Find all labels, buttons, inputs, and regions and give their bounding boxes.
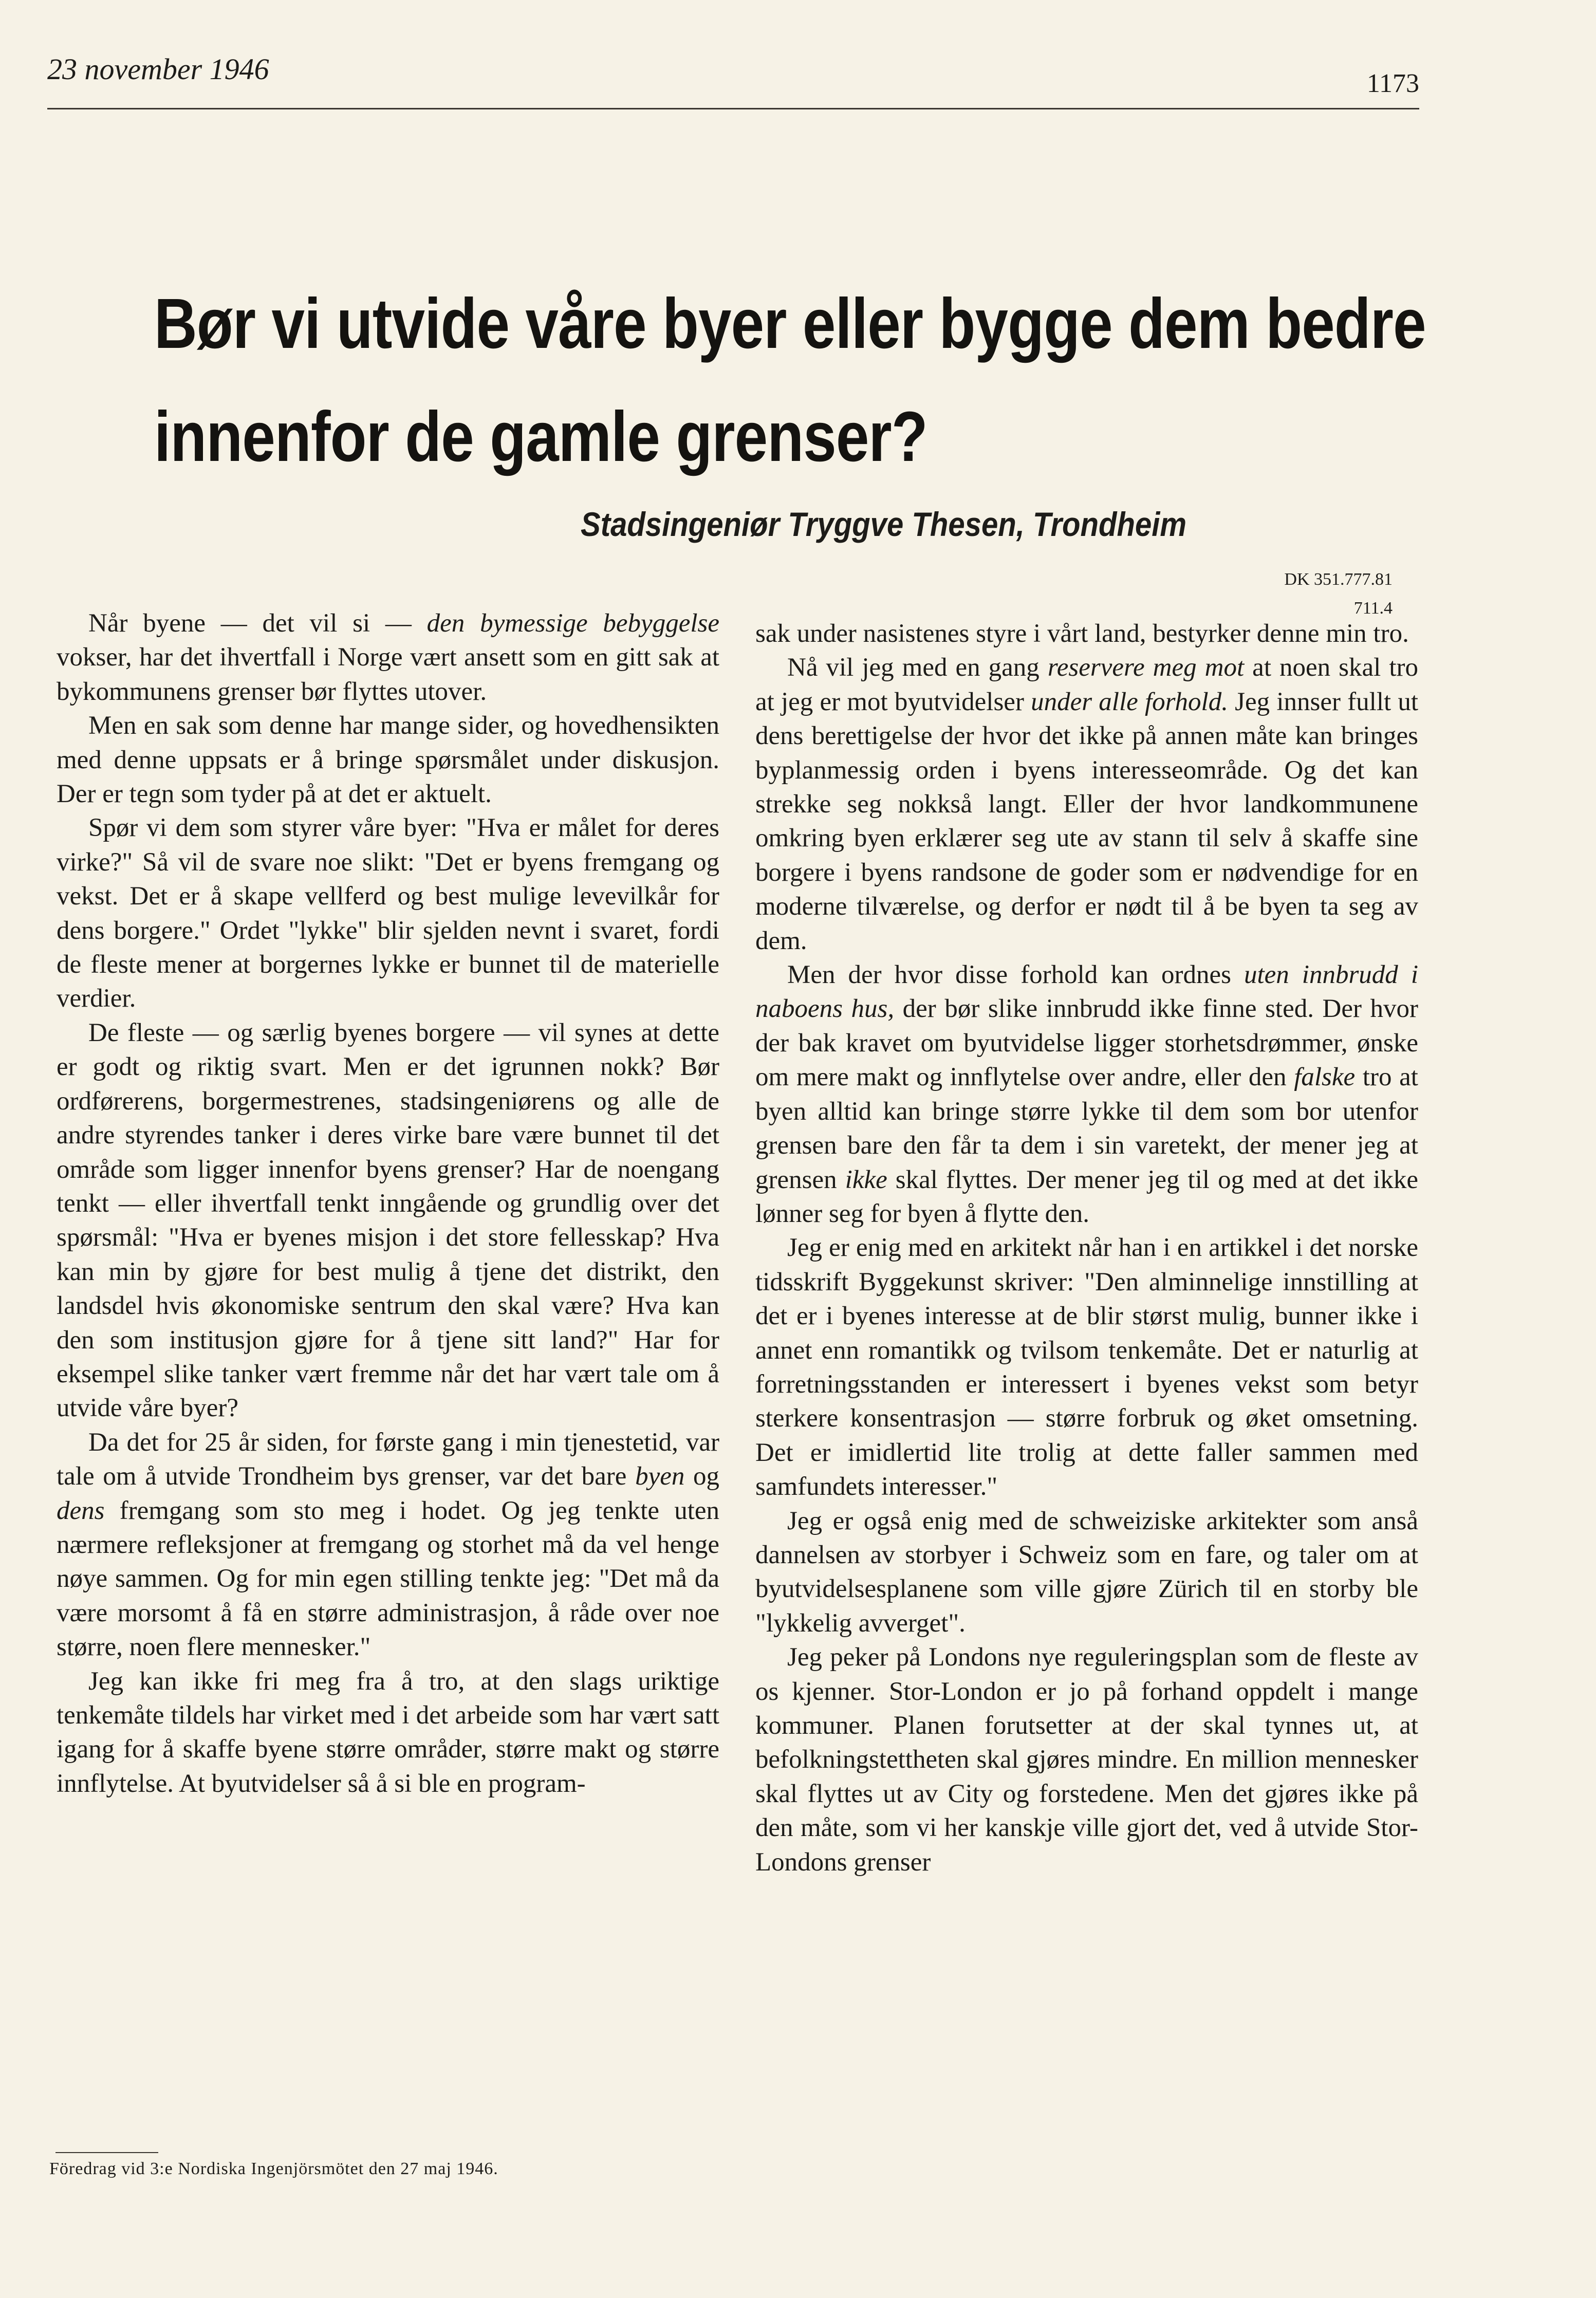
right-column [755,617,1418,1879]
paragraph-text: Jeg peker på Londons nye reguleringsplan som de fleste av os kjenner. Stor-London er jo på forhand oppdelt i mange kommuner. Planen forutsetter at der skal tynnes ut, at befolkningstettheten skal gjøres mindre. En million mennesker skal flyttes ut av City og forstedene. Men det gjøres ikke på den måte, som vi her kanskje ville gjort det, ved å utvide Stor-Londons grenser [755,1643,1418,1877]
paragraph-text: at noen skal tro at jeg er mot byutvidelser [755,653,1418,716]
paragraph-text: Jeg er enig med en arkitekt når han i en artikkel i det norske tidsskrift Byggekunst skriver: "Den alminnelige innstilling at det er i byenes interesse at de blir størst mulig, bunner ikke i annet enn romantikk og tvilsom tenkemåte. Det er naturlig at forretningsstanden er interessert i byenes vekst som betyr sterkere konsentrasjon — større forbruk og øket omsetning. Det er imidlertid lite trolig at dette faller sammen med samfundets interesser." [755,1233,1418,1502]
paragraph-text: skal flyttes. Der mener jeg til og med at det ikke lønner seg for byen å flytte den. [755,1165,1418,1228]
paragraph-text: Jeg er også enig med de schweiziske arkitekter som anså dannelsen av storbyer i Schweiz som en fare, og taler om at byutvidelsesplanene som ville gjøre Zürich til en storby ble "lykkelig avverget". [755,1506,1418,1638]
body-paragraph [755,1504,1418,1641]
running-head [47,51,1419,109]
paragraph-text: Da det for 25 år siden, for første gang i min tjenestetid, var tale om å utvide Trondheim bys grenser, var det bare [57,1428,719,1491]
body-paragraph [755,651,1418,958]
paragraph-text: vokser, har det ihvertfall i Norge vært ansett som en gitt sak at bykommunens grenser bør flyttes utover. [57,643,719,706]
body-paragraph [57,1425,719,1664]
classification-line: 711.4 [1353,599,1393,618]
article-title-line: innenfor de gamle grenser? [154,397,927,476]
body-paragraph [57,1664,719,1801]
article-title [154,267,1426,493]
emphasis-text: ikke [845,1165,887,1194]
article-title-line: Bør vi utvide våre byer eller bygge dem bedre [154,284,1426,363]
body-paragraph [57,606,719,709]
author-byline: Stadsingeniør Tryggve Thesen, Trondheim [581,505,1187,543]
paragraph-text: Nå vil jeg med en gang [787,653,1048,682]
paragraph-text: Men der hvor disse forhold kan ordnes [787,960,1244,990]
paragraph-text: Men en sak som denne har mange sider, og hovedhensikten med denne uppsats er å bringe spørsmålet under diskusjon. Der er tegn som tyder på at det er aktuelt. [57,711,719,809]
paragraph-text: sak under nasistenes styre i vårt land, bestyrker denne min tro. [755,619,1409,648]
footnote-divider [55,2152,158,2153]
paragraph-text: Jeg innser fullt ut dens berettigelse der hvor det ikke på annen måte kan bringes byplanmessig orden i byens interesseområde. Og det kan strekke seg nokkså langt. Eller der hvor landkommunene omkring byen erklærer seg ute av stann til selv å skaffe sine borgere i byens randsone de goder som er nødvendige for en moderne tilværelse, og derfor er nødt til å be byen ta seg av dem. [755,687,1419,955]
body-paragraph [755,1231,1418,1504]
body-paragraph [57,1016,719,1425]
page-number: 1173 [1366,69,1419,98]
emphasis-text: dens [57,1496,105,1525]
footnote: Föredrag vid 3:e Nordiska Ingenjörsmötet den 27 maj 1946. [49,2159,498,2178]
paragraph-text: tro at byen alltid kan bringe større lykke til dem som bor utenfor grensen bare den får ta dem i sin varetekt, der mener jeg at grensen [755,1063,1418,1194]
left-column [57,606,719,1801]
paragraph-text: fremgang som sto meg i hodet. Og jeg tenkte uten nærmere refleksjoner at fremgang og storhet må da vel henge nøye sammen. Og for min egen stilling tenkte jeg: "Det må da være morsomt å få en større administrasjon, å råde over noe større, noen flere mennesker." [57,1496,719,1662]
paragraph-text: Spør vi dem som styrer våre byer: "Hva er målet for deres virke?" Så vil de svare noe slikt: "Det er byens fremgang og vekst. Det er å skape vellferd og best mulige levevilkår for dens borgere." Ordet "lykke" blir sjelden nevnt i svaret, fordi de fleste mener at borgernes lykke er bunnet til de materielle verdier. [57,813,719,1013]
body-paragraph [755,958,1418,1231]
issue-date: 23 november 1946 [47,52,269,86]
paragraph-text: der bør slike innbrudd ikke finne sted. Der hvor der bak kravet om byutvidelse ligger storhetsdrømmer, ønske om mere makt og innflytelse over andre, eller den [755,994,1418,1092]
body-paragraph [57,811,719,1015]
body-paragraph [755,1640,1418,1879]
paragraph-text: De fleste — og særlig byenes borgere — vil synes at dette er godt og riktig svart. Men er det igrunnen nokk? Bør ordførerens, borgermestrenes, stadsingeniørens og alle de andre styrendes tanker i deres virke bare være bunnet til det område som ligger innenfor byens grenser? Har de noengang tenkt — eller ihvertfall tenkt inngående og grundlig over det spørsmål: "Hva er byenes misjon i det store fellesskap? Hva kan min by gjøre for best mulig å tjene det distrikt, den landsdel hvis økonomiske sentrum den skal være? Hva kan den som institusjon gjøre for å tjene sitt land?" Har for eksempel slike tanker vært fremme når det har vært tale om å utvide våre byer? [57,1018,719,1423]
emphasis-text: reservere meg mot [1047,653,1245,682]
paragraph-text: Jeg kan ikke fri meg fra å tro, at den slags uriktige tenkemåte tildels har virket med i det arbeide som har vært satt igang for å skaffe byene større områder, større makt og større innflytelse. At byutvidelser så å si ble en program- [57,1666,719,1798]
emphasis-text: den bymessige bebyggelse [426,609,719,638]
paragraph-text: Når byene — det vil si — [88,609,427,638]
emphasis-text: uten innbrudd i naboens hus, [755,960,1418,1024]
paragraph-text: og [684,1462,719,1491]
emphasis-text: under alle forhold. [1031,687,1228,716]
emphasis-text: byen [635,1462,685,1491]
emphasis-text: falske [1294,1063,1356,1092]
classification-line: DK 351.777.81 [1284,570,1393,589]
body-paragraph [57,709,719,811]
classification-code [1254,565,1393,623]
body-paragraph [755,617,1418,651]
